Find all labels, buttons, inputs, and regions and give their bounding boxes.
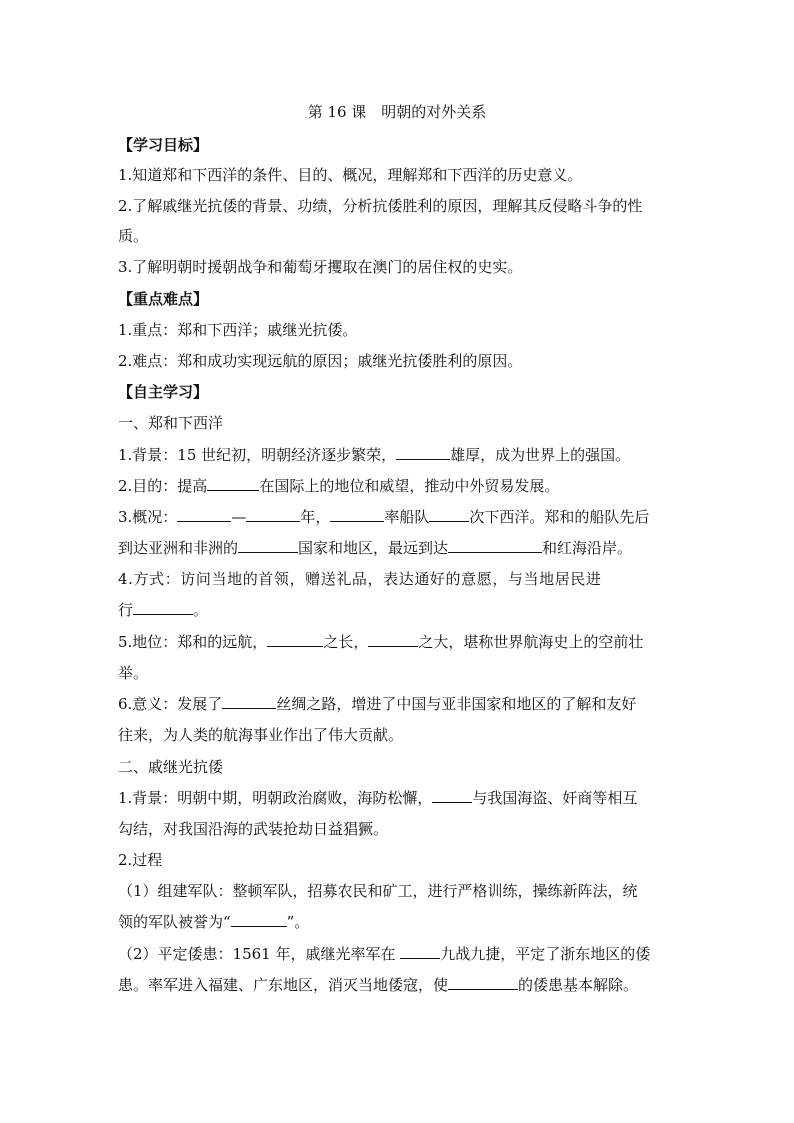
fill-blank[interactable]	[368, 632, 418, 647]
fill-blank[interactable]	[231, 912, 287, 927]
section-1-title: 一、郑和下西洋	[118, 414, 224, 432]
s2-process-1: （1）组建军队：整顿军队，招募农民和矿工，进行严格训练，操练新阵法，统	[118, 882, 638, 900]
section-header-key: 【重点难点】	[118, 290, 209, 308]
text: 到达亚洲和非洲的	[118, 539, 239, 557]
fill-blank[interactable]	[133, 600, 193, 615]
text: 年，	[300, 508, 331, 526]
fill-blank[interactable]	[432, 788, 472, 803]
key-1: 1.重点：郑和下西洋；戚继光抗倭。	[118, 321, 358, 339]
text: 与我国海盗、奸商等相互	[472, 789, 638, 807]
s2-background	[118, 787, 683, 809]
text: 在国际上的地位和威望，推动中外贸易发展。	[259, 477, 560, 495]
fill-blank[interactable]	[400, 944, 440, 959]
text: 5.地位：郑和的远航，	[118, 633, 268, 651]
text: 雄厚，成为世界上的强国。	[450, 446, 631, 464]
text: 1.背景：明朝中期，明朝政治腐败，海防松懈，	[118, 789, 433, 807]
s1-method: 4.方式：访问当地的首领，赠送礼品，表达通好的意愿，与当地居民进	[118, 570, 602, 588]
text: 1.背景：15 世纪初，明朝经济逐步繁荣，	[118, 446, 397, 464]
text: 之长，	[323, 633, 369, 651]
text: 2.目的：提高	[118, 477, 208, 495]
s2-background-cont: 勾结，对我国沿海的武装抢劫日益猖獗。	[118, 820, 389, 838]
s1-significance-cont: 往来，为人类的航海事业作出了伟大贡献。	[118, 726, 404, 744]
text: 6.意义：发展了	[118, 695, 223, 713]
page-title: 第 16 课 明朝的对外关系	[307, 103, 487, 121]
s1-background	[118, 444, 683, 466]
text: 3.概况：	[118, 508, 178, 526]
s1-overview	[118, 506, 683, 528]
text: 之大，堪称世界航海史上的空前壮	[418, 633, 644, 651]
text: 和红海沿岸。	[542, 539, 633, 557]
s1-method-cont	[118, 599, 683, 621]
goal-2-text: 2.了解戚继光抗倭的背景、功绩，分析抗倭胜利的原因，理解其反侵略斗争的性	[118, 197, 643, 215]
fill-blank[interactable]	[330, 507, 384, 522]
fill-blank[interactable]	[246, 507, 300, 522]
s1-status	[118, 631, 683, 653]
section-header-self-study: 【自主学习】	[118, 383, 209, 401]
s2-process-title: 2.过程	[118, 851, 163, 869]
section-header-goals: 【学习目标】	[118, 136, 209, 154]
fill-blank[interactable]	[267, 632, 323, 647]
fill-blank[interactable]	[222, 694, 276, 709]
text: 行	[118, 601, 134, 619]
s1-overview-cont	[118, 537, 683, 559]
s2-process-2	[118, 943, 683, 965]
text: 的倭患基本解除。	[518, 976, 639, 994]
text: 患。率军进入福建、广东地区，消灭当地倭寇，使	[118, 976, 449, 994]
s2-process-2-cont	[118, 974, 683, 996]
text: 。	[193, 601, 209, 619]
key-2: 2.难点：郑和成功实现远航的原因；戚继光抗倭胜利的原因。	[118, 352, 523, 370]
goal-3: 3.了解明朝时援朝战争和葡萄牙攫取在澳门的居住权的史实。	[118, 258, 523, 276]
text: 率船队	[384, 508, 430, 526]
fill-blank[interactable]	[448, 975, 518, 990]
s1-purpose	[118, 475, 683, 497]
text: （2）平定倭患：1561 年，戚继光率军在	[118, 945, 396, 963]
section-2-title: 二、戚继光抗倭	[118, 758, 224, 776]
fill-blank[interactable]	[177, 507, 231, 522]
fill-blank[interactable]	[207, 476, 259, 491]
text: —	[231, 508, 247, 526]
s1-status-cont: 举。	[118, 664, 149, 682]
s2-process-1-cont	[118, 911, 683, 933]
text: 丝绸之路，增进了中国与亚非国家和地区的了解和友好	[276, 695, 637, 713]
fill-blank[interactable]	[396, 445, 450, 460]
text: 领的军队被誉为“	[118, 913, 231, 931]
text: 次下西洋。郑和的船队先后	[469, 508, 650, 526]
goal-2	[118, 195, 683, 217]
goal-1: 1.知道郑和下西洋的条件、目的、概况，理解郑和下西洋的历史意义。	[118, 166, 583, 184]
fill-blank[interactable]	[448, 538, 542, 553]
text: 九战九捷，平定了浙东地区的倭	[440, 945, 651, 963]
text: ”。	[286, 913, 310, 931]
text: 国家和地区，最远到达	[298, 539, 449, 557]
fill-blank[interactable]	[429, 507, 469, 522]
fill-blank[interactable]	[238, 538, 298, 553]
s1-significance	[118, 693, 683, 715]
goal-2-cont: 质。	[118, 227, 149, 245]
